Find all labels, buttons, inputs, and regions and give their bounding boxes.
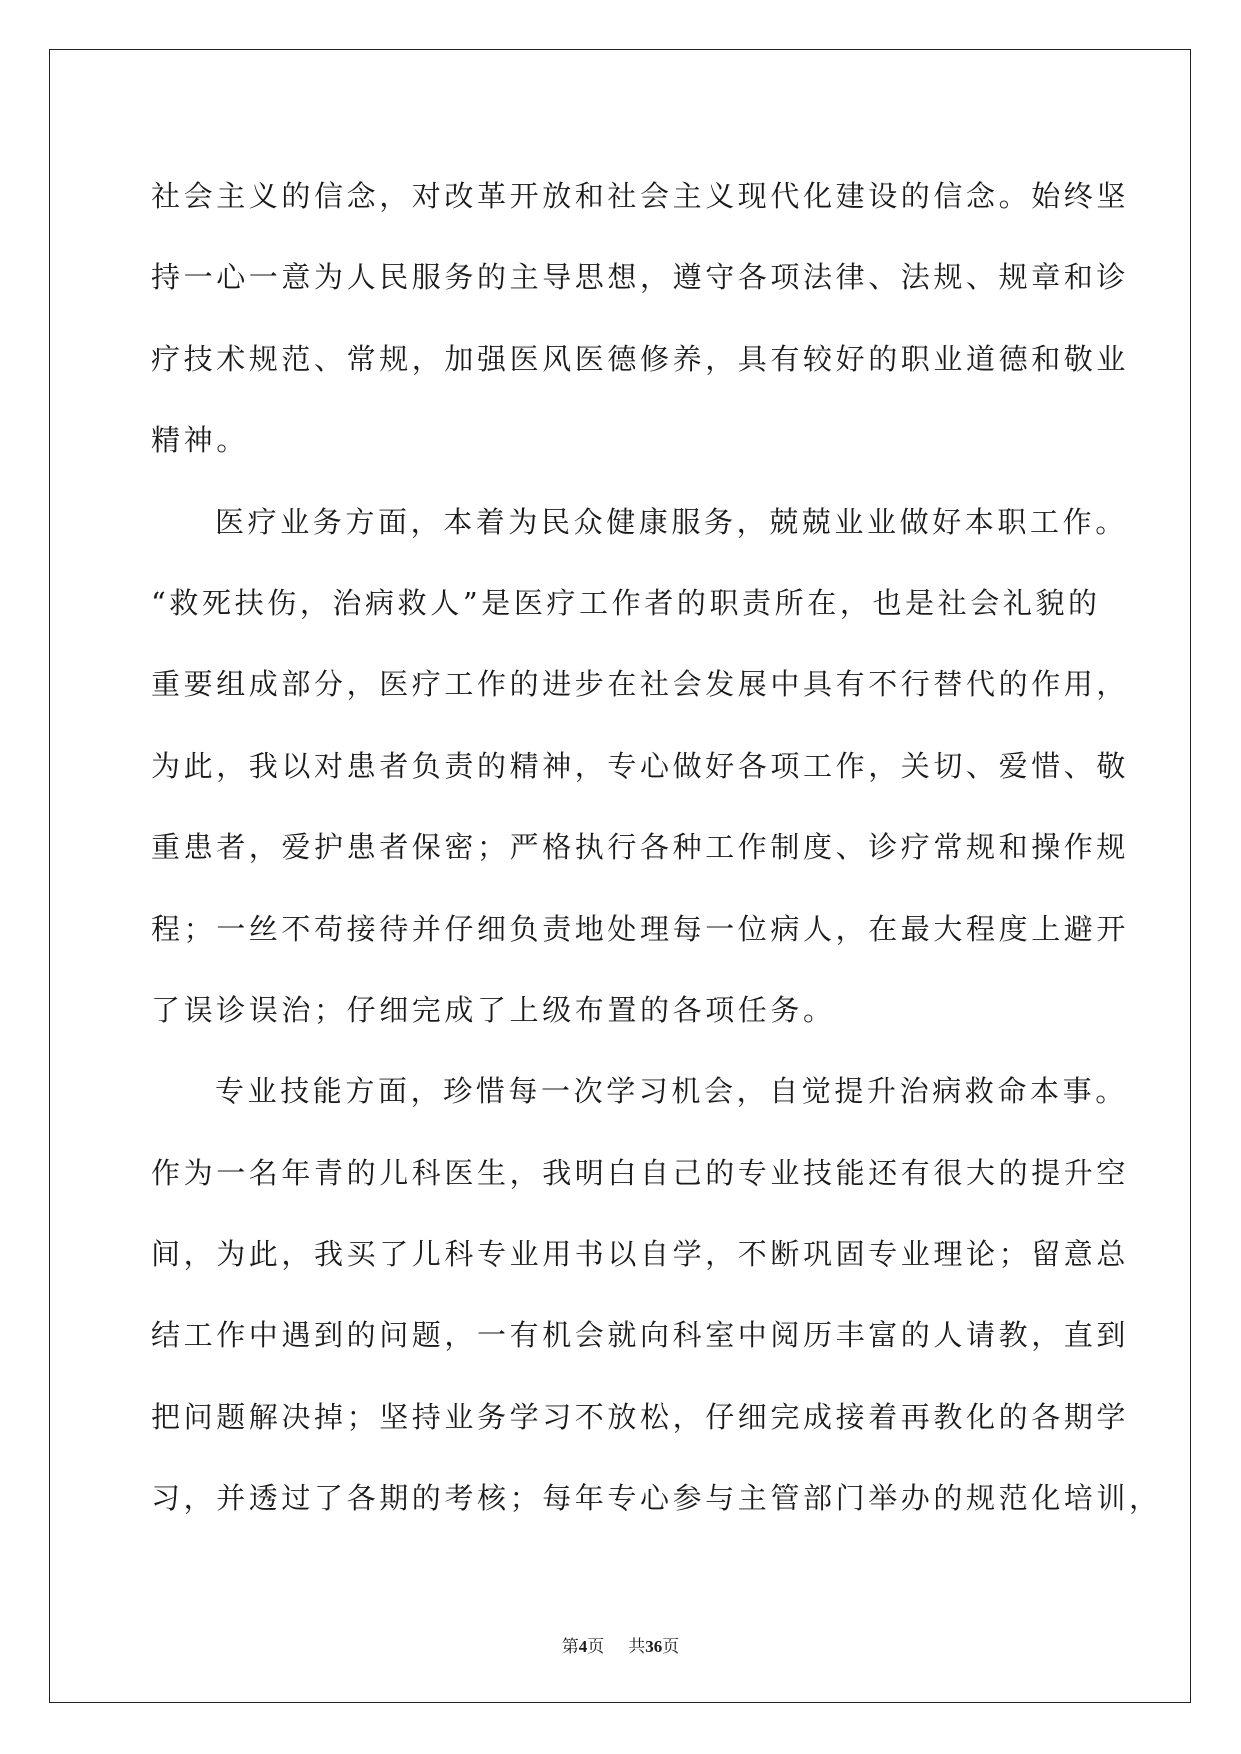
footer-total-prefix: 共 [628, 1637, 646, 1656]
total-pages: 36 [645, 1637, 663, 1656]
text-line: 精神。 [151, 423, 249, 458]
footer-total-suffix: 页 [662, 1637, 680, 1656]
paragraph-3 [151, 1051, 1162, 1539]
page-footer [0, 1632, 1241, 1657]
footer-prefix: 第 [561, 1637, 579, 1656]
text-line: “救死扶伤，治病救人”是医疗工作者的职责所在，也是社会礼貌的 [151, 585, 1101, 620]
text-line: 社会主义的信念，对改革开放和社会主义现代化建设的信念。始终坚 [151, 179, 1130, 213]
text-line: 习，并透过了各期的考核；每年专心参与主管部门举办的规范化培训， [151, 1481, 1162, 1516]
paragraph-1 [151, 156, 1130, 482]
text-line: 重要组成部分，医疗工作的进步在社会发展中具有不行替代的作用， [151, 667, 1130, 702]
text-line: 医疗业务方面，本着为民众健康服务，兢兢业业做好本职工作。 [215, 504, 1128, 539]
text-line: 了误诊误治；仔细完成了上级布置的各项任务。 [151, 992, 836, 1027]
document-body [151, 156, 1162, 1540]
text-line: 间，为此，我买了儿科专业用书以自学，不断巩固专业理论；留意总 [151, 1237, 1130, 1272]
page-number: 4 [578, 1637, 588, 1656]
text-line: 程；一丝不苟接待并仔细负责地处理每一位病人，在最大程度上避开 [151, 911, 1130, 946]
footer-page-suffix: 页 [587, 1637, 605, 1656]
text-line: 为此，我以对患者负责的精神，专心做好各项工作，关切、爱惜、敬 [151, 748, 1130, 783]
paragraph-2 [151, 482, 1130, 1052]
text-line: 重患者，爱护患者保密；严格执行各种工作制度、诊疗常规和操作规 [151, 830, 1130, 865]
text-line: 持一心一意为人民服务的主导思想，遵守各项法律、法规、规章和诊 [151, 260, 1130, 295]
text-line: 把问题解决掉；坚持业务学习不放松，仔细完成接着再教化的各期学 [151, 1399, 1130, 1434]
text-line: 疗技术规范、常规，加强医风医德修养，具有较好的职业道德和敬业 [151, 341, 1130, 376]
text-line: 结工作中遇到的问题，一有机会就向科室中阅历丰富的人请教，直到 [151, 1318, 1130, 1353]
text-line: 作为一名年青的儿科医生，我明白自己的专业技能还有很大的提升空 [151, 1155, 1130, 1190]
text-line: 专业技能方面，珍惜每一次学习机会，自觉提升治病救命本事。 [215, 1074, 1128, 1109]
